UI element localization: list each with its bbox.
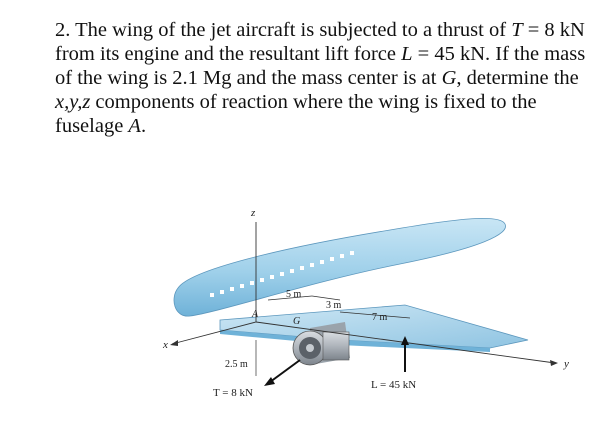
problem-text-segment: .	[140, 115, 147, 137]
wing-diagram	[160, 200, 580, 430]
dim-25m-label: 2.5 m	[225, 359, 248, 370]
axis-z-label: z	[251, 207, 256, 219]
problem-text-segment: components of reaction where the wing is fixed to the fuselage	[55, 91, 537, 137]
problem-text-segment: , determine the	[456, 67, 579, 89]
problem-variable: G	[441, 67, 457, 89]
problem-variable: x,y,z	[55, 91, 91, 113]
problem-text	[55, 19, 585, 137]
problem-statement	[55, 18, 595, 138]
point-a-label: A	[252, 309, 259, 320]
y-axis-arrow	[550, 360, 558, 366]
axis-y-label: y	[564, 358, 569, 370]
axis-x-label: x	[163, 339, 168, 351]
problem-number: 2.	[55, 19, 71, 41]
problem-variable: A	[128, 115, 141, 137]
x-axis-arrow	[170, 340, 178, 346]
point-g-label: G	[293, 316, 301, 327]
dim-7m-label: 7 m	[372, 312, 388, 323]
lift-label: L = 45 kN	[371, 379, 417, 391]
dim-3m-label: 3 m	[326, 300, 342, 311]
problem-variable: L	[401, 43, 413, 65]
problem-text-segment: = 8 kN from its engine and the resultant lift force	[55, 19, 585, 65]
thrust-arrow	[270, 360, 300, 382]
problem-text-segment: The wing of the jet aircraft is subjected to a thrust of	[70, 19, 512, 41]
dim-5m-label: 5 m	[286, 289, 302, 300]
thrust-label: T = 8 kN	[213, 387, 253, 399]
problem-text-segment: = 45 kN. If the mass of the wing is 2.1 Mg and the mass center is at	[55, 43, 586, 89]
wing-figure	[160, 200, 580, 430]
problem-variable: T	[511, 19, 523, 41]
